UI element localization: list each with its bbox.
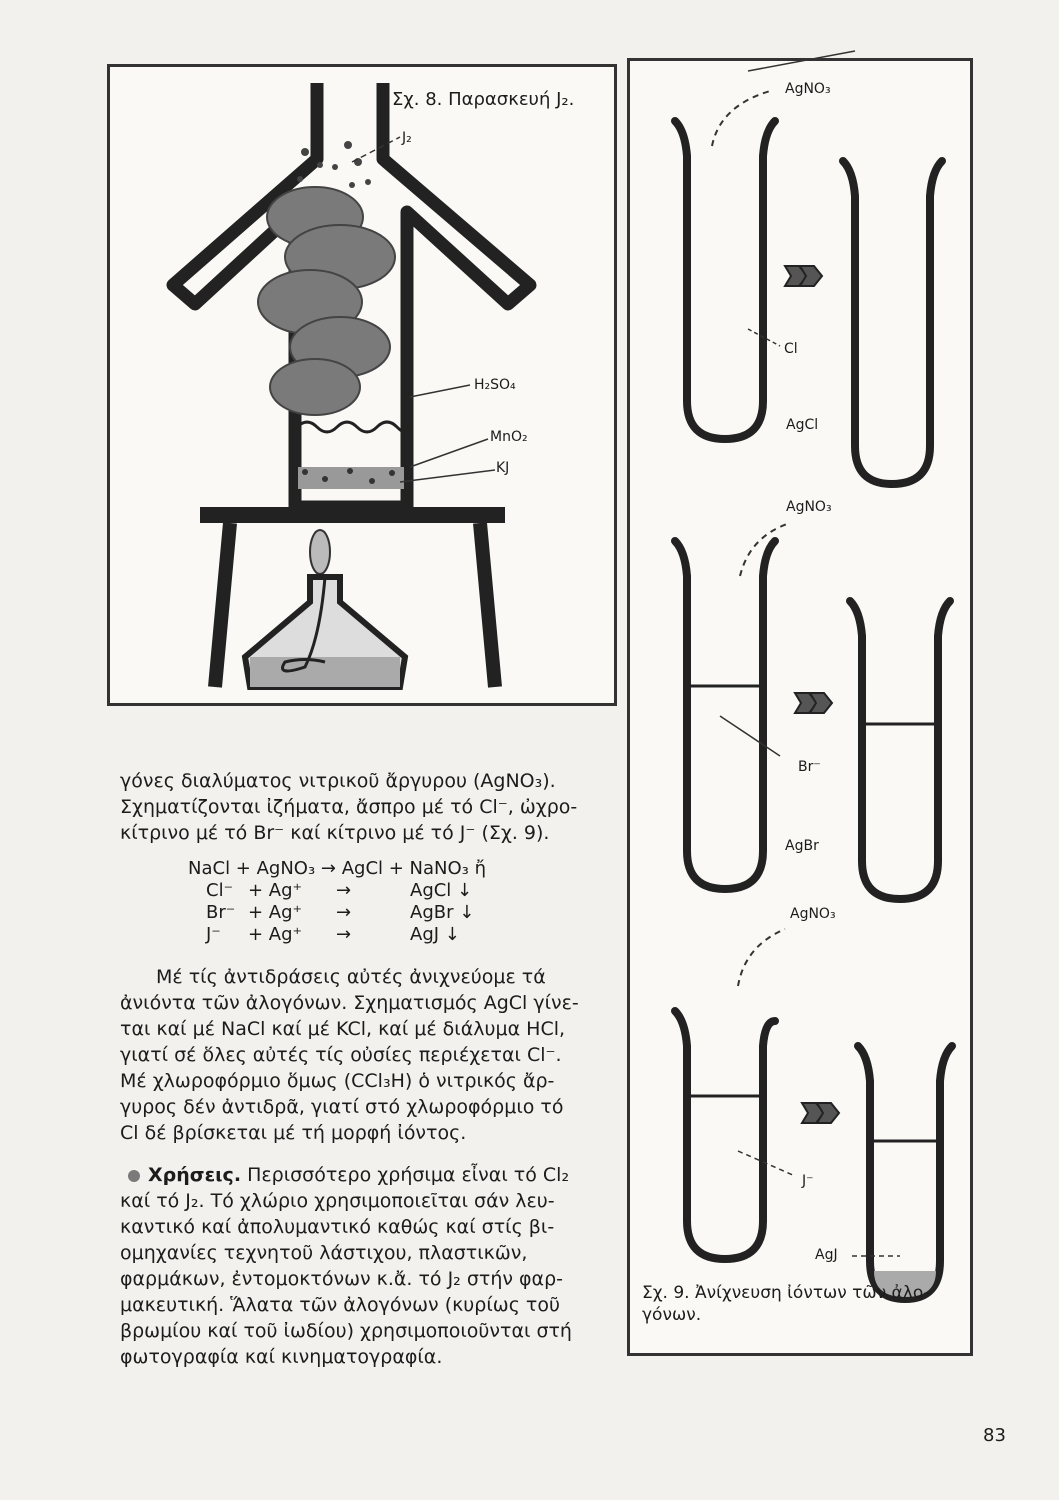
text-line: Μέ τίς ἀντιδράσεις αὐτές ἀνιχνεύομε τά	[156, 966, 546, 988]
text-line: Σχηματίζονται ἰζήματα, ἄσπρο μέ τό Cl⁻, ὠχρο-	[120, 796, 578, 818]
label-agno3-3: AgNO₃	[790, 906, 836, 922]
text-line: Μέ χλωροφόρμιο ὅμως (CCl₃H) ὁ νιτρικός ἄρ-	[120, 1070, 555, 1092]
equation-reagent: + Ag⁺	[248, 880, 303, 901]
label-mno2: MnO₂	[490, 429, 528, 445]
text-line: κίτρινο μέ τό Br⁻ καί κίτρινο μέ τό J⁻ (Σχ. 9).	[120, 822, 550, 844]
figure-8-frame	[107, 64, 617, 706]
text-line: Cl δέ βρίσκεται μέ τή μορφή ἰόντος.	[120, 1122, 467, 1144]
page-number: 83	[983, 1425, 1006, 1446]
label-agbr: AgBr	[785, 838, 819, 854]
equation-reagent: + Ag⁺	[248, 924, 303, 945]
equation-1: NaCl + AgNO₃ → AgCl + NaNO₃ ἤ	[188, 858, 487, 879]
paragraph-2	[120, 964, 620, 1146]
label-br: Br⁻	[798, 759, 821, 775]
test-tubes-drawing	[630, 61, 976, 1359]
text-line: φαρμάκων, ἐντομοκτόνων κ.ἄ. τό J₂ στήν φαρ-	[120, 1268, 563, 1290]
text-line: γιατί σέ ὅλες αὐτές τίς οὐσίες περιέχεται Cl⁻.	[120, 1044, 562, 1066]
text-line: Περισσότερο χρήσιμα εἶναι τό Cl₂	[247, 1164, 570, 1186]
bullet-icon	[128, 1170, 140, 1182]
text-line: καντικό καί ἀπολυμαντικό καθώς καί στίς βι-	[120, 1216, 555, 1238]
paragraph-1	[120, 768, 620, 846]
label-j2: J₂	[402, 130, 412, 146]
equation-reagent: + Ag⁺	[248, 902, 303, 923]
label-kj: KJ	[496, 460, 510, 476]
text-line: ομηχανίες τεχνητοῦ λάστιχου, πλαστικῶν,	[120, 1242, 528, 1264]
equation-arrow: →	[336, 902, 352, 923]
label-j: J⁻	[802, 1173, 814, 1189]
equation-product: AgJ ↓	[410, 924, 460, 945]
label-cl: Cl	[784, 341, 798, 357]
equations-block	[188, 858, 608, 946]
text-line: γυρος δέν ἀντιδρᾶ, γιατί στό χλωροφόρμιο τό	[120, 1096, 564, 1118]
equation-ion: Cl⁻	[206, 880, 234, 901]
uses-title: Χρήσεις.	[148, 1164, 242, 1186]
equation-ion: J⁻	[206, 924, 221, 945]
label-agcl: AgCl	[786, 417, 819, 433]
figure-9-frame	[627, 58, 973, 1356]
text-line: γόνες διαλύματος νιτρικοῦ ἄργυρου (AgNO₃).	[120, 770, 556, 792]
equation-arrow: →	[336, 880, 352, 901]
text-line: μακευτική. Ἅλατα τῶν ἀλογόνων (κυρίως τοῦ	[120, 1294, 560, 1316]
text-line: ται καί μέ NaCl καί μέ KCl, καί μέ διάλυμα HCl,	[120, 1018, 566, 1040]
figure-8-caption: Σχ. 8. Παρασκευή J₂.	[392, 89, 575, 110]
text-line: φωτογραφία καί κινηματογραφία.	[120, 1346, 443, 1368]
label-agno3-2: AgNO₃	[786, 499, 832, 515]
figure-9-caption-line2: γόνων.	[642, 1305, 702, 1325]
equation-product: AgBr ↓	[410, 902, 475, 923]
uses-paragraph	[120, 1162, 620, 1370]
iodine-apparatus-drawing	[110, 67, 620, 709]
label-h2so4: H₂SO₄	[474, 377, 516, 393]
label-agj: AgJ	[815, 1247, 838, 1263]
text-line: ἀνιόντα τῶν ἀλογόνων. Σχηματισμός AgCl γίνε-	[120, 992, 579, 1014]
label-agno3-1: AgNO₃	[785, 81, 831, 97]
text-line: βρωμίου καί τοῦ ἰωδίου) χρησιμοποιοῦνται στή	[120, 1320, 572, 1342]
equation-arrow: →	[336, 924, 352, 945]
text-line: καί τό J₂. Τό χλώριο χρησιμοποιεῖται σάν λευ-	[120, 1190, 555, 1212]
figure-9-caption-line1: Σχ. 9. Ἀνίχνευση ἰόντων τῶν ἀλο-	[642, 1283, 930, 1303]
equation-ion: Br⁻	[206, 902, 236, 923]
equation-product: AgCl ↓	[410, 880, 473, 901]
